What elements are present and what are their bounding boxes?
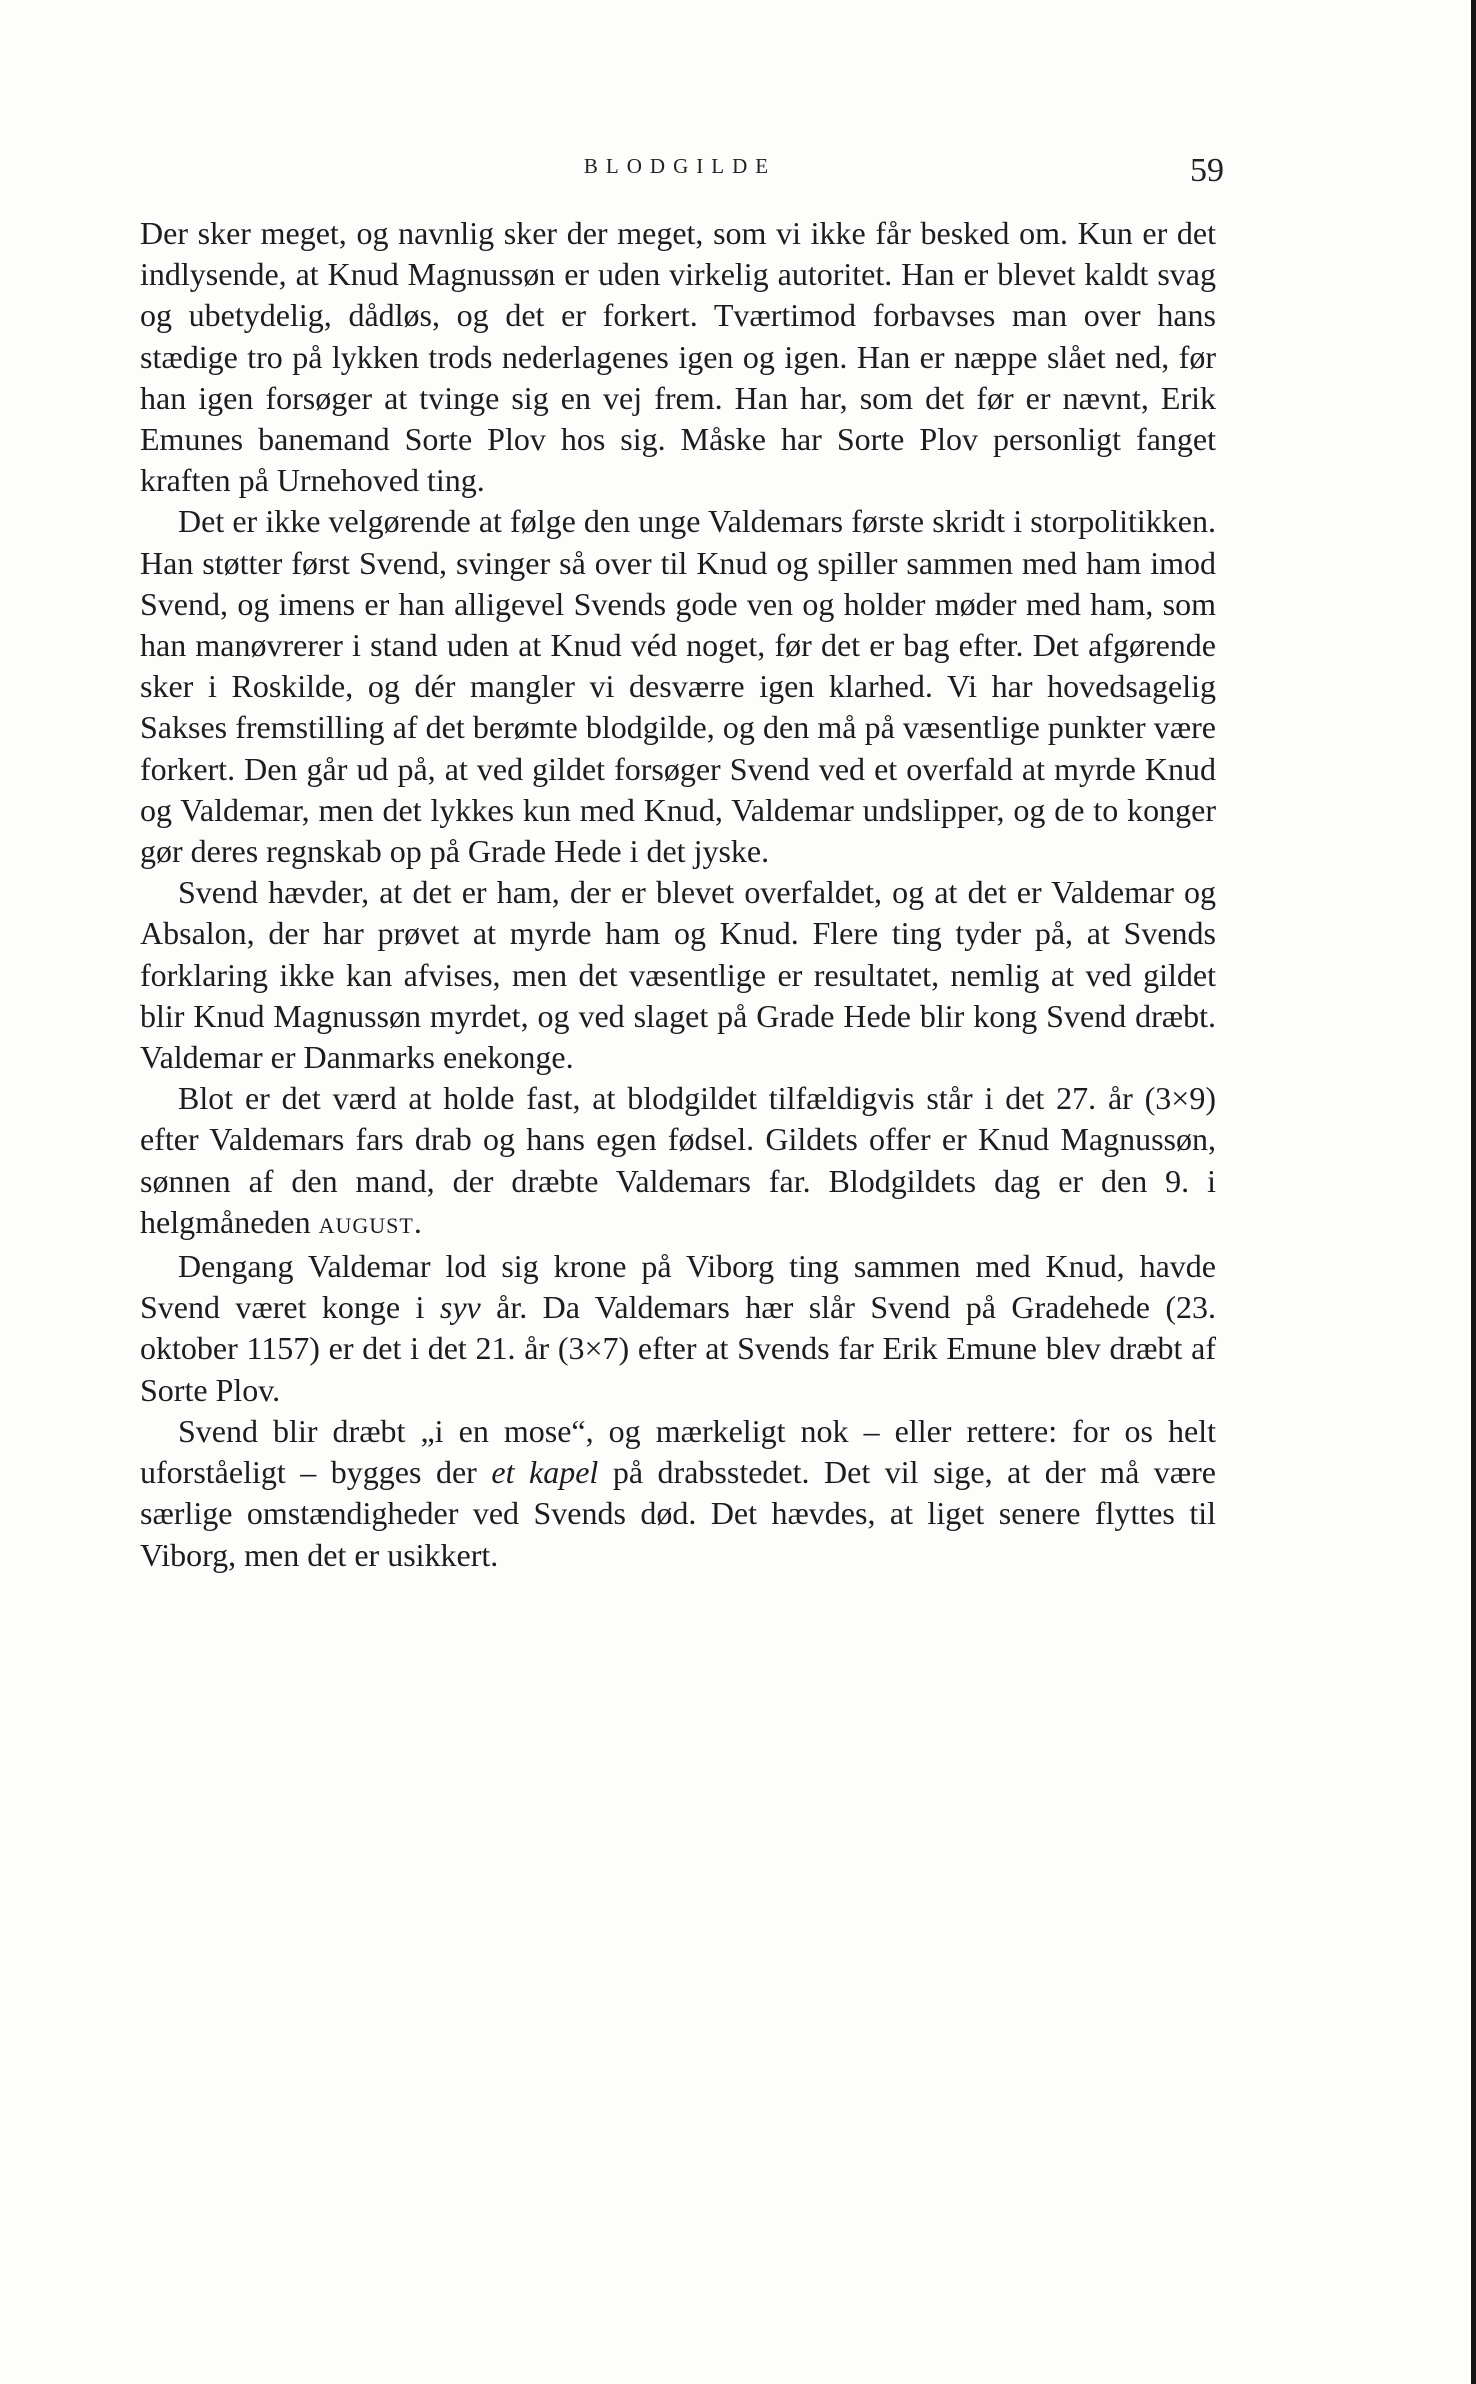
paragraph-2-text: Det er ikke velgørende at følge den unge Valdemars første skridt i storpolitikken. Han støtter først Svend, svinger så over til Knud og spiller sammen med ham imod Svend, og imens er han alligevel Svends gode ven og holder møder med ham, som han manøvrerer i stand uden at Knud véd noget, før det er bag efter. Det afgørende sker i Roskilde, og dér mangler vi desværre igen klarhed. Vi har hovedsagelig Sakses fremstilling af det berømte blodgilde, og den må på væsentlige punkter være forkert. Den går ud på, at ved gildet forsøger Svend ved et overfald at myrde Knud og Valdemar, men det lykkes kun med Knud, Valdemar undslipper, og de to konger gør deres regnskab op på Grade Hede i det jyske. bbox=[140, 503, 1216, 870]
paragraph-2 bbox=[140, 501, 1216, 872]
running-header bbox=[140, 148, 1224, 189]
body-text bbox=[140, 213, 1216, 1576]
page-number: 59 bbox=[1190, 152, 1224, 189]
paragraph-1 bbox=[140, 213, 1216, 501]
paragraph-4 bbox=[140, 1078, 1216, 1246]
paragraph-4-smallcaps: AUGUST bbox=[318, 1212, 414, 1238]
paragraph-6-italic: et kapel bbox=[491, 1454, 599, 1491]
page-edge-shadow bbox=[1471, 0, 1476, 2384]
paragraph-5 bbox=[140, 1246, 1216, 1411]
paragraph-1-text: Der sker meget, og navnlig sker der meget, som vi ikke får besked om. Kun er det indlysende, at Knud Magnussøn er uden virkelig autoritet. Han er blevet kaldt svag og ubetydelig, dådløs, og det er forkert. Tværtimod forbavses man over hans stædige tro på lykken trods nederlagenes igen og igen. Han er næppe slået ned, før han igen forsøger at tvinge sig en vej frem. Han har, som det før er nævnt, Erik Emunes banemand Sorte Plov hos sig. Måske har Sorte Plov personligt fanget kraften på Urnehoved ting. bbox=[140, 215, 1216, 499]
paragraph-6 bbox=[140, 1411, 1216, 1576]
paragraph-5-text-before: Dengang Valdemar lod sig krone på Viborg ting sammen med Knud, havde Svend været konge i bbox=[140, 1248, 1216, 1326]
running-title: BLODGILDE bbox=[583, 154, 777, 178]
paragraph-6-text-after: på drabsstedet. Det vil sige, at der må være særlige omstændigheder ved Svends død. Det hævdes, at liget senere flyttes til Viborg, men det er usikkert. bbox=[140, 1454, 1217, 1573]
paragraph-6-text-before: Svend blir dræbt „i en mose“, og mærkeligt nok – eller rettere: for os helt uforståeligt – bygges der bbox=[140, 1412, 1216, 1491]
paragraph-3 bbox=[140, 872, 1216, 1078]
paragraph-3-text: Svend hævder, at det er ham, der er blevet overfaldet, og at det er Valdemar og Absalon, der har prøvet at myrde ham og Knud. Flere ting tyder på, at Svends forklaring ikke kan afvises, men det væsentlige er resultatet, nemlig at ved gildet blir Knud Magnussøn myrdet, og ved slaget på Grade Hede blir kong Svend dræbt. Valdemar er Danmarks enekonge. bbox=[140, 874, 1216, 1076]
paragraph-4-text-after: . bbox=[413, 1203, 422, 1240]
paragraph-5-text-after: år. Da Valdemars hær slår Svend på Gradehede (23. oktober 1157) er det i det 21. år (3×7) efter at Svends far Erik Emune blev dræbt af Sorte Plov. bbox=[140, 1289, 1217, 1408]
paragraph-4-text-before: Blot er det værd at holde fast, at blodgildet tilfældigvis står i det 27. år (3×9) efter Valdemars fars drab og hans egen fødsel. Gildets offer er Knud Magnussøn, sønnen af den mand, der dræbte Valdemars far. Blodgildets dag er den 9. i helgmåneden bbox=[140, 1080, 1216, 1240]
paragraph-5-italic: syv bbox=[439, 1289, 481, 1326]
